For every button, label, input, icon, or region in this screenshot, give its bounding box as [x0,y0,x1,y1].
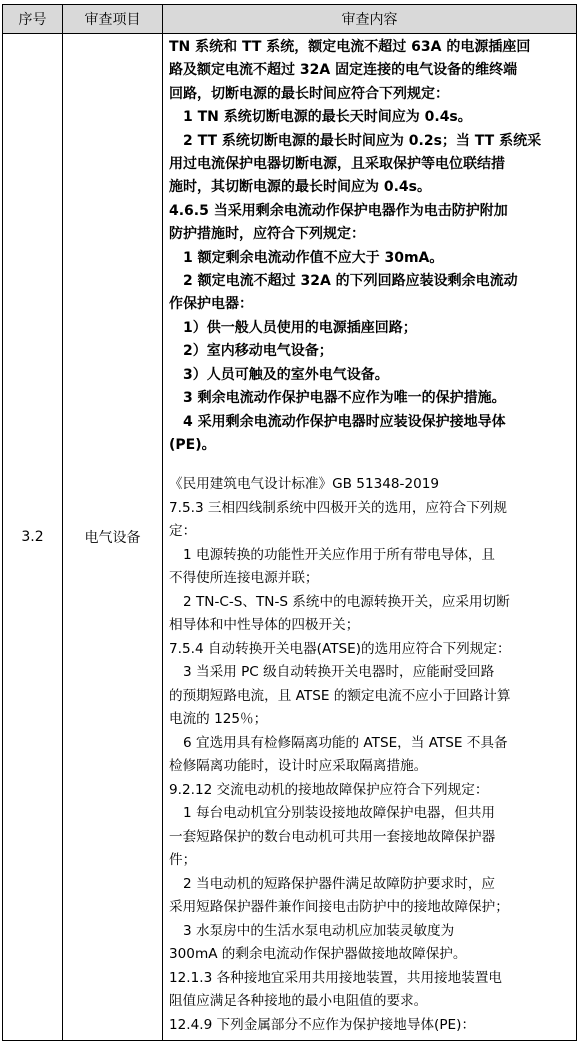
text-line: 1）供一般人员使用的电源插座回路； [183,319,417,336]
text-line: 1 TN 系统切断电源的最长天时间应为 0.4s。 [183,109,472,126]
text-line: (PE)。 [169,436,216,453]
text-line: 3 当采用 PC 级自动转换开关电器时，应能耐受回路 [183,664,495,681]
text-line: 3）人员可触及的室外电气设备。 [183,366,389,383]
text-line: 2）室内移动电气设备； [183,343,333,360]
text-line: 采用短路保护器件兼作间接电击防护中的接地故障保护； [169,899,509,916]
text-line: 1 电源转换的功能性开关应作用于所有带电导体，且 [183,546,496,563]
text-line: 件； [169,852,197,869]
text-line: 7.5.4 自动转换开关电器(ATSE)的选用应符合下列规定： [169,640,511,657]
header-content: 审查内容 [163,5,577,34]
text-line: 施时，其切断电源的最长时间应为 0.4s。 [169,179,432,196]
text-line: 《民用建筑电气设计标准》GB 51348-2019 [169,476,440,493]
row-item: 电气设备 [63,34,163,1041]
text-line: 2 TT 系统切断电源的最长时间应为 0.2s；当 TT 系统采 [183,132,542,149]
row-content [163,34,577,1041]
header-item: 审查项目 [63,5,163,34]
text-line: 4.6.5 当采用剩余电流动作保护电器作为电击防护附加 [169,202,508,219]
regular-clause-block [169,473,572,1037]
text-line: 2 额定电流不超过 32A 的下列回路应装设剩余电流动 [183,273,518,290]
text-line: 9.2.12 交流电动机的接地故障保护应符合下列规定： [169,781,489,798]
text-line: 回路，切断电源的最长时间应符合下列规定： [169,85,449,102]
text-line: 的预期短路电流，且 ATSE 的额定电流不应小于回路计算 [169,687,511,704]
text-line: 不得使所连接电源并联； [169,570,319,587]
text-line: 阻值应满足各种接地的最小电阻值的要求。 [169,993,428,1010]
header-no: 序号 [3,5,63,34]
text-line: 防护措施时，应符合下列规定： [169,226,365,243]
text-line: 4 采用剩余电流动作保护电器时应装设保护接地导体 [183,413,506,430]
text-line: 6 宜选用具有检修隔离功能的 ATSE，当 ATSE 不具备 [183,734,508,751]
text-line: 3 剩余电流动作保护电器不应作为唯一的保护措施。 [183,390,506,407]
header-row [3,5,577,34]
text-line: 3 水泵房中的生活水泵电动机应加装灵敏度为 [183,922,455,939]
row-number: 3.2 [3,34,63,1041]
text-line: 定： [169,523,197,540]
text-line: 一套短路保护的数台电动机可共用一套接地故障保护器 [169,828,496,845]
text-line: 相导体和中性导体的四极开关； [169,617,360,634]
bold-clause-block [169,36,572,457]
text-line: 电流的 125％； [169,711,268,728]
text-line: 12.4.9 下列金属部分不应作为保护接地导体(PE)： [169,1016,476,1033]
table-row [3,34,577,1041]
text-line: 2 当电动机的短路保护器件满足故障防护要求时，应 [183,875,496,892]
text-line: TN 系统和 TT 系统，额定电流不超过 63A 的电源插座回 [169,39,531,55]
text-line: 作保护电器： [169,296,253,313]
text-line: 检修隔离功能时，设计时应采取隔离措施。 [169,758,428,775]
text-line: 300mA 的剩余电流动作保护器做接地故障保护。 [169,946,467,963]
text-line: 路及额定电流不超过 32A 固定连接的电气设备的维终端 [169,62,518,79]
text-line: 12.1.3 各种接地宜采用共用接地装置，共用接地装置电 [169,969,503,986]
review-table [2,4,577,1041]
text-line: 2 TN-C-S、TN-S 系统中的电源转换开关，应采用切断 [183,593,510,610]
text-line: 用过电流保护电器切断电源，且采取保护等电位联结措 [169,156,505,173]
block-spacer [169,457,572,473]
text-line: 7.5.3 三相四线制系统中四极开关的选用，应符合下列规 [169,499,507,516]
text-line: 1 额定剩余电流动作值不应大于 30mA。 [183,249,444,266]
text-line: 1 每台电动机宜分别装设接地故障保护电器，但共用 [183,805,496,822]
